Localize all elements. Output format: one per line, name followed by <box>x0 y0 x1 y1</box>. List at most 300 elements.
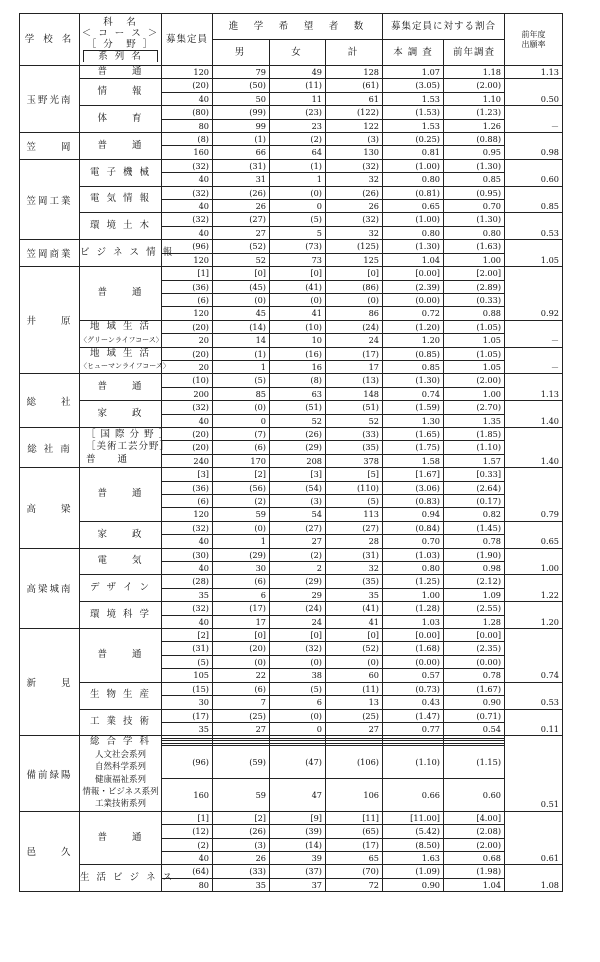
capacity-cell: (20) <box>162 347 213 360</box>
total-cell: 13 <box>326 696 383 709</box>
ratio-this-cell: [0.00] <box>383 629 444 642</box>
capacity-cell: 80 <box>162 119 213 132</box>
male-cell: (26) <box>213 825 270 838</box>
last-rate-cell: 0.50 <box>505 79 563 106</box>
ratio-this-cell: (1.09) <box>383 865 444 878</box>
female-cell: (16) <box>270 347 326 360</box>
total-cell: 27 <box>326 722 383 735</box>
total-cell: [0] <box>326 267 383 280</box>
total-cell: (17) <box>326 838 383 851</box>
total-cell: (110) <box>326 481 383 494</box>
female-cell: (29) <box>270 575 326 588</box>
total-cell: 60 <box>326 669 383 682</box>
total-cell: (106) <box>326 746 383 779</box>
ratio-last-cell: 1.35 <box>444 414 505 427</box>
school-name: 総 社 南 <box>20 427 80 467</box>
last-rate-cell: 0.85 <box>505 186 563 213</box>
female-cell: (29) <box>270 441 326 454</box>
male-cell: 30 <box>213 562 270 575</box>
keiretsu-item: 人文社会系列 <box>94 749 146 760</box>
female-cell: (8) <box>270 374 326 387</box>
last-rate-cell: 0.61 <box>505 811 563 865</box>
ratio-this-cell: (3.06) <box>383 481 444 494</box>
course-label: 普 通 <box>97 488 144 500</box>
ratio-this-cell: (1.00) <box>383 159 444 172</box>
table-row <box>20 427 563 440</box>
total-cell: 125 <box>326 253 383 266</box>
course-name <box>80 548 162 575</box>
total-cell: (0) <box>326 655 383 668</box>
female-cell: (24) <box>270 602 326 615</box>
course-name <box>80 468 162 522</box>
ratio-this-cell: 0.43 <box>383 696 444 709</box>
female-cell: (32) <box>270 642 326 655</box>
ratio-last-cell: (2.12) <box>444 575 505 588</box>
header-hope: 進 学 希 望 者 数 <box>213 14 383 40</box>
ratio-this-cell: 0.81 <box>383 146 444 159</box>
total-cell: (122) <box>326 106 383 119</box>
ratio-this-cell: 1.30 <box>383 414 444 427</box>
total-cell: 122 <box>326 119 383 132</box>
capacity-cell: 120 <box>162 508 213 521</box>
total-cell: (0) <box>326 293 383 306</box>
ratio-last-cell: 0.98 <box>444 562 505 575</box>
female-cell: 23 <box>270 119 326 132</box>
capacity-cell: (32) <box>162 186 213 199</box>
ratio-last-cell: 0.54 <box>444 722 505 735</box>
total-cell: (35) <box>326 441 383 454</box>
capacity-cell: (20) <box>162 79 213 92</box>
keiretsu-item: 工業技術系列 <box>94 799 146 810</box>
last-rate-cell: － <box>505 320 563 347</box>
last-rate-cell: 0.65 <box>505 521 563 548</box>
last-rate-cell: 1.22 <box>505 575 563 602</box>
ratio-last-cell: (2.00) <box>444 374 505 387</box>
female-cell: (51) <box>270 401 326 414</box>
ratio-last-cell: 1.09 <box>444 588 505 601</box>
male-cell: (3) <box>213 838 270 851</box>
female-cell: 52 <box>270 414 326 427</box>
total-cell: (86) <box>326 280 383 293</box>
header-school: 学 校 名 <box>20 14 80 66</box>
course-label: 家 政 <box>97 407 144 419</box>
ratio-this-cell: (0.84) <box>383 521 444 534</box>
school-name: 備前緑陽 <box>20 736 80 811</box>
male-cell: 45 <box>213 307 270 320</box>
total-cell: 72 <box>326 878 383 891</box>
course-label: 家 政 <box>97 528 144 540</box>
male-cell: (6) <box>213 441 270 454</box>
ratio-this-cell: (1.53) <box>383 106 444 119</box>
total-cell: (33) <box>326 427 383 440</box>
course-label: 総 合 学 科 <box>89 736 152 748</box>
female-cell: (0) <box>270 293 326 306</box>
ratio-this-cell: 0.66 <box>383 778 444 811</box>
total-cell: 378 <box>326 454 383 467</box>
capacity-cell: (15) <box>162 682 213 695</box>
female-cell: 41 <box>270 307 326 320</box>
course-name <box>80 575 162 602</box>
ratio-this-cell: (1.28) <box>383 602 444 615</box>
total-cell: 26 <box>326 200 383 213</box>
capacity-cell: 35 <box>162 588 213 601</box>
ratio-last-cell: (1.30) <box>444 213 505 226</box>
ratio-this-cell: 0.72 <box>383 307 444 320</box>
course-name <box>80 811 162 865</box>
course-label: 環 境 土 木 <box>89 220 152 232</box>
total-cell: [11] <box>326 811 383 824</box>
course-label: 普 通 <box>97 831 144 843</box>
female-cell: (39) <box>270 825 326 838</box>
header-subject <box>80 14 162 66</box>
school-name: 高梁城南 <box>20 548 80 628</box>
table-row <box>20 133 563 146</box>
course-name <box>80 709 162 736</box>
male-cell: (99) <box>213 106 270 119</box>
course-name <box>80 521 162 548</box>
ratio-this-cell: (8.50) <box>383 838 444 851</box>
last-rate-cell: － <box>505 106 563 133</box>
ratio-last-cell: [2.00] <box>444 267 505 280</box>
ratio-this-cell: 1.63 <box>383 851 444 864</box>
course-name <box>80 186 162 213</box>
male-cell: 59 <box>213 508 270 521</box>
female-cell: 208 <box>270 454 326 467</box>
male-cell: 1 <box>213 535 270 548</box>
course-label: 地 域 生 活 <box>89 321 152 333</box>
male-cell: (27) <box>213 213 270 226</box>
male-cell: 26 <box>213 851 270 864</box>
table-row <box>20 66 563 79</box>
course-label: 普 通 <box>97 381 144 393</box>
total-cell: 61 <box>326 92 383 105</box>
ratio-last-cell: 0.68 <box>444 851 505 864</box>
ratio-last-cell: 1.05 <box>444 334 505 347</box>
last-rate-cell: 0.11 <box>505 709 563 736</box>
ratio-last-cell: 1.18 <box>444 66 505 79</box>
female-cell: (11) <box>270 79 326 92</box>
total-cell: (125) <box>326 240 383 253</box>
header-ratio: 募集定員に対する割合 <box>383 14 505 40</box>
ratio-last-cell: 1.00 <box>444 253 505 266</box>
ratio-this-cell: (1.47) <box>383 709 444 722</box>
capacity-cell: (5) <box>162 655 213 668</box>
female-cell: (5) <box>270 682 326 695</box>
table-row <box>20 186 563 199</box>
table-row <box>20 709 563 722</box>
total-cell: (41) <box>326 602 383 615</box>
ratio-this-cell: 1.53 <box>383 119 444 132</box>
last-rate-cell: 1.13 <box>505 374 563 401</box>
table-row <box>20 79 563 92</box>
ratio-last-cell: 0.70 <box>444 200 505 213</box>
capacity-cell: 40 <box>162 173 213 186</box>
table-row <box>20 240 563 253</box>
capacity-cell: (32) <box>162 159 213 172</box>
table-body <box>20 66 563 892</box>
ratio-this-cell: 0.65 <box>383 200 444 213</box>
total-cell: (32) <box>326 213 383 226</box>
male-cell: (6) <box>213 682 270 695</box>
male-cell: 35 <box>213 878 270 891</box>
total-cell: (3) <box>326 133 383 146</box>
last-rate-cell: 0.60 <box>505 159 563 186</box>
female-cell: 64 <box>270 146 326 159</box>
male-cell: 14 <box>213 334 270 347</box>
male-cell: (25) <box>213 709 270 722</box>
ratio-this-cell: (1.20) <box>383 320 444 333</box>
ratio-last-cell: 0.90 <box>444 696 505 709</box>
table-row <box>20 347 563 360</box>
total-cell: 106 <box>326 778 383 811</box>
ratio-last-cell: (1.30) <box>444 159 505 172</box>
header-last-rate-line-1: 前年度 <box>521 29 546 39</box>
ratio-last-cell: 0.95 <box>444 146 505 159</box>
school-name: 邑 久 <box>20 811 80 891</box>
male-cell: [2] <box>213 468 270 481</box>
male-cell: (7) <box>213 427 270 440</box>
ratio-this-cell: 0.74 <box>383 387 444 400</box>
male-cell: [0] <box>213 267 270 280</box>
total-cell: [5] <box>326 468 383 481</box>
table-row <box>20 267 563 280</box>
ratio-this-cell: (1.68) <box>383 642 444 655</box>
school-name: 新 見 <box>20 629 80 736</box>
capacity-cell: (20) <box>162 320 213 333</box>
course-name <box>80 629 162 683</box>
table-row <box>20 575 563 588</box>
capacity-cell: (12) <box>162 825 213 838</box>
course-label: 体 育 <box>97 112 144 124</box>
ratio-last-cell: 1.05 <box>444 360 505 373</box>
course-name <box>80 79 162 106</box>
ratio-last-cell: (1.10) <box>444 441 505 454</box>
ratio-last-cell: (0.71) <box>444 709 505 722</box>
female-cell: 54 <box>270 508 326 521</box>
total-cell: 86 <box>326 307 383 320</box>
capacity-cell: 40 <box>162 535 213 548</box>
course-name <box>80 106 162 133</box>
ratio-this-cell: (0.73) <box>383 682 444 695</box>
total-cell: (51) <box>326 401 383 414</box>
course-label: 生 活 ビ ジ ネ ス <box>80 872 175 884</box>
capacity-cell: 240 <box>162 454 213 467</box>
last-rate-cell: 0.53 <box>505 682 563 709</box>
female-cell: 10 <box>270 334 326 347</box>
ratio-last-cell: (0.17) <box>444 495 505 508</box>
ratio-last-cell: 1.04 <box>444 878 505 891</box>
ratio-this-cell: 1.53 <box>383 92 444 105</box>
female-cell: 16 <box>270 360 326 373</box>
total-cell: 128 <box>326 66 383 79</box>
female-cell: (37) <box>270 865 326 878</box>
male-cell: 99 <box>213 119 270 132</box>
course-label: 電 子 機 械 <box>89 166 152 178</box>
ratio-last-cell: (2.64) <box>444 481 505 494</box>
capacity-cell: (31) <box>162 642 213 655</box>
course-note: 〈グリーンライフコース〉 <box>80 335 163 344</box>
capacity-cell: (64) <box>162 865 213 878</box>
ratio-last-cell: (2.35) <box>444 642 505 655</box>
capacity-cell: 120 <box>162 253 213 266</box>
male-cell: (0) <box>213 293 270 306</box>
male-cell: (1) <box>213 133 270 146</box>
capacity-cell: 40 <box>162 851 213 864</box>
header-female: 女 <box>270 40 326 66</box>
male-cell: 22 <box>213 669 270 682</box>
ratio-last-cell: 1.28 <box>444 615 505 628</box>
school-name: 高 梁 <box>20 468 80 548</box>
header-capacity: 募集定員 <box>162 14 213 66</box>
male-cell: (14) <box>213 320 270 333</box>
total-cell: (61) <box>326 79 383 92</box>
male-cell: (2) <box>213 495 270 508</box>
ratio-this-cell: (1.30) <box>383 374 444 387</box>
male-cell: (33) <box>213 865 270 878</box>
last-rate-cell: 1.08 <box>505 865 563 892</box>
last-rate-cell: 1.20 <box>505 602 563 629</box>
keiretsu-item: 自然科学系列 <box>94 762 146 773</box>
course-label: ビ ジ ネ ス 情 報 <box>80 246 175 258</box>
male-cell: 17 <box>213 615 270 628</box>
total-cell: 32 <box>326 562 383 575</box>
ratio-last-cell: (1.45) <box>444 521 505 534</box>
male-cell: 170 <box>213 454 270 467</box>
capacity-cell: (32) <box>162 521 213 534</box>
ratio-last-cell: [4.00] <box>444 811 505 824</box>
male-cell: (56) <box>213 481 270 494</box>
ratio-last-cell: 0.78 <box>444 669 505 682</box>
ratio-last-cell: (0.00) <box>444 655 505 668</box>
ratio-last-cell: 0.80 <box>444 226 505 239</box>
course-name <box>80 133 162 160</box>
last-rate-cell: 1.00 <box>505 548 563 575</box>
capacity-cell: (30) <box>162 548 213 561</box>
female-cell: 37 <box>270 878 326 891</box>
capacity-cell: (10) <box>162 374 213 387</box>
ratio-last-cell: [0.00] <box>444 629 505 642</box>
male-cell: 52 <box>213 253 270 266</box>
female-cell: 29 <box>270 588 326 601</box>
ratio-last-cell: (1.67) <box>444 682 505 695</box>
capacity-cell: (6) <box>162 293 213 306</box>
female-cell: (73) <box>270 240 326 253</box>
female-cell: (54) <box>270 481 326 494</box>
ratio-this-cell: 1.03 <box>383 615 444 628</box>
table-row <box>20 213 563 226</box>
total-cell: (5) <box>326 495 383 508</box>
ratio-last-cell: 1.00 <box>444 387 505 400</box>
header-total: 計 <box>326 40 383 66</box>
female-cell: [3] <box>270 468 326 481</box>
ratio-last-cell: 0.88 <box>444 307 505 320</box>
total-cell: (31) <box>326 548 383 561</box>
male-cell: (59) <box>213 746 270 779</box>
table-row <box>20 159 563 172</box>
course-name <box>80 401 162 428</box>
ratio-this-cell: 1.07 <box>383 66 444 79</box>
course-label: 普 通 <box>97 139 144 151</box>
capacity-cell: [1] <box>162 267 213 280</box>
ratio-this-cell: [11.00] <box>383 811 444 824</box>
ratio-this-cell: (0.83) <box>383 495 444 508</box>
female-cell: (10) <box>270 320 326 333</box>
course-name <box>80 320 162 347</box>
ratio-last-cell: 1.10 <box>444 92 505 105</box>
male-cell: (0) <box>213 521 270 534</box>
ratio-last-cell: (2.70) <box>444 401 505 414</box>
female-cell: (41) <box>270 280 326 293</box>
total-cell: 17 <box>326 360 383 373</box>
ratio-this-cell: (1.10) <box>383 746 444 779</box>
course-name <box>80 347 170 374</box>
ratio-this-cell: (0.00) <box>383 655 444 668</box>
capacity-cell: (32) <box>162 401 213 414</box>
capacity-cell: 200 <box>162 387 213 400</box>
last-rate-cell: 0.51 <box>505 736 563 811</box>
course-label: 環 境 科 学 <box>89 608 152 620</box>
female-cell: 27 <box>270 535 326 548</box>
ratio-last-cell: (0.95) <box>444 186 505 199</box>
male-cell: (1) <box>213 347 270 360</box>
total-cell: 32 <box>326 226 383 239</box>
female-cell: [9] <box>270 811 326 824</box>
capacity-cell: 40 <box>162 200 213 213</box>
capacity-cell: [3] <box>162 468 213 481</box>
female-cell: (2) <box>270 548 326 561</box>
course-label: 工 業 技 術 <box>89 716 152 728</box>
last-rate-cell: 1.40 <box>505 427 563 467</box>
male-cell: 66 <box>213 146 270 159</box>
male-cell: 1 <box>213 360 270 373</box>
ratio-this-cell: 0.57 <box>383 669 444 682</box>
total-cell: (13) <box>326 374 383 387</box>
capacity-cell: 160 <box>162 146 213 159</box>
ratio-this-cell: 0.80 <box>383 226 444 239</box>
total-cell: (11) <box>326 682 383 695</box>
ratio-this-cell: 1.58 <box>383 454 444 467</box>
capacity-cell: (80) <box>162 106 213 119</box>
table-row <box>20 320 563 333</box>
course-name <box>80 240 175 267</box>
female-cell: 11 <box>270 92 326 105</box>
ratio-this-cell: 0.85 <box>383 360 444 373</box>
header-last-survey: 前年調査 <box>444 40 505 66</box>
header-subject-line-1: 科 名 <box>103 17 138 28</box>
enrollment-table <box>19 13 563 892</box>
ratio-last-cell: (2.00) <box>444 838 505 851</box>
female-cell: 1 <box>270 173 326 186</box>
table-row <box>20 468 563 481</box>
ratio-last-cell: (2.08) <box>444 825 505 838</box>
ratio-this-cell: (1.59) <box>383 401 444 414</box>
course-name <box>80 66 162 79</box>
total-cell: 35 <box>326 588 383 601</box>
ratio-this-cell: (0.25) <box>383 133 444 146</box>
male-cell: (29) <box>213 548 270 561</box>
ratio-this-cell: (1.65) <box>383 427 444 440</box>
total-cell: 130 <box>326 146 383 159</box>
male-cell: [2] <box>213 811 270 824</box>
ratio-last-cell: 1.26 <box>444 119 505 132</box>
female-cell: [0] <box>270 267 326 280</box>
ratio-this-cell: (1.00) <box>383 213 444 226</box>
keiretsu-item: 健康福祉系列 <box>94 774 146 785</box>
ratio-this-cell: 0.70 <box>383 535 444 548</box>
female-cell: (14) <box>270 838 326 851</box>
capacity-cell: 35 <box>162 722 213 735</box>
ratio-this-cell: (0.85) <box>383 347 444 360</box>
